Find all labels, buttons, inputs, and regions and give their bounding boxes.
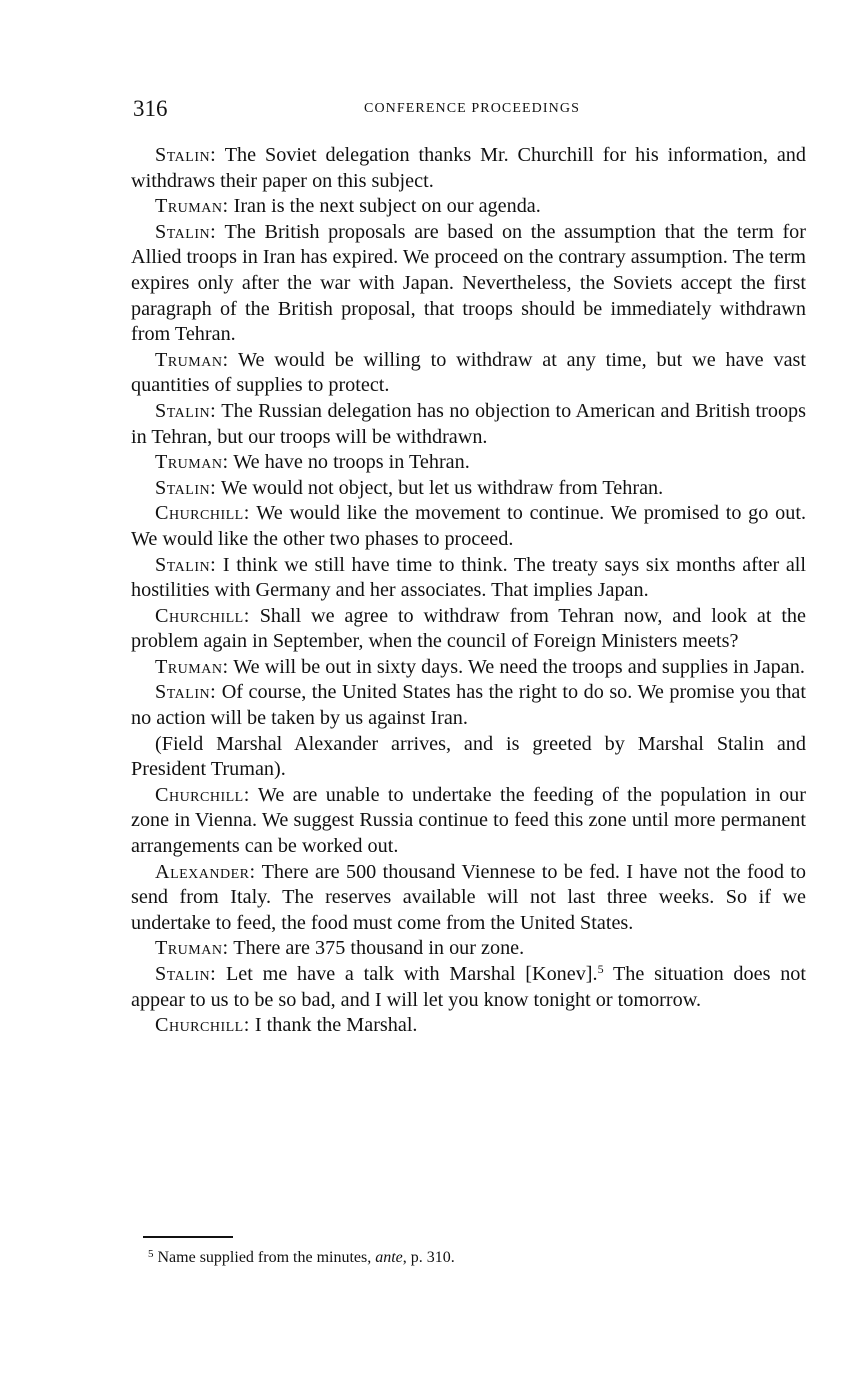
speaker-name: Truman: [155,451,229,474]
speaker-name: Churchill: [155,502,250,525]
paragraph-text: I thank the Marshal. [249,1014,418,1037]
paragraph-text: Of course, the United States has the right to do so. We promise you that no action will be taken by us against Iran. [131,681,806,730]
speaker-name: Truman: [155,655,229,678]
speaker-name: Churchill: [155,783,250,806]
paragraph [131,860,806,937]
footnote [148,1245,455,1271]
paragraph-text: The Soviet delegation thanks Mr. Churchill for his information, and withdraws their paper on this subject. [131,144,806,192]
speaker-name: Stalin: [155,220,217,243]
speaker-name: Churchill: [155,604,250,627]
speaker-name: Stalin: [155,963,217,985]
speaker-name: Truman: [155,348,229,371]
paragraph [131,553,806,604]
paragraph-text: We will be out in sixty days. We need the troops and supplies in Japan. [228,655,805,678]
paragraph [131,1013,806,1039]
speaker-name: Truman: [155,937,229,960]
paragraph-text: Let me have a talk with Marshal [Konev]. [216,963,598,985]
speaker-name: Churchill: [155,1014,250,1037]
paragraph-text: We have no troops in Tehran. [228,451,470,474]
paragraph [131,501,806,552]
paragraph [131,450,806,476]
paragraph [131,783,806,860]
paragraph-text: We would be willing to withdraw at any time, but we have vast quantities of supplies to protect. [131,348,806,397]
body-text [131,143,806,1039]
paragraph [131,143,806,194]
paragraph [131,655,806,681]
paragraph [131,399,806,450]
paragraph [131,936,806,962]
paragraph [131,732,806,783]
paragraph-text: There are 375 thousand in our zone. [228,937,525,960]
paragraph [131,680,806,731]
page-header [133,94,805,124]
speaker-name: Stalin: [155,681,217,704]
paragraph [131,962,806,1013]
footnote-reference: 5 [597,962,604,976]
speaker-name: Stalin: [155,553,217,576]
speaker-name: Stalin: [155,399,217,422]
footnote-rule [143,1236,233,1238]
running-head: CONFERENCE PROCEEDINGS [364,101,580,116]
speaker-name: Alexander: [155,860,256,883]
paragraph-text: (Field Marshal Alexander arrives, and is greeted by Marshal Stalin and President Truman). [131,732,806,781]
paragraph [131,348,806,399]
paragraph-text: Shall we agree to withdraw from Tehran now, and look at the problem again in September, when the council of Foreign Ministers meets? [131,604,806,653]
paragraph-text: We would not object, but let us withdraw from Tehran. [216,476,664,499]
footnote-italic: ante [375,1249,403,1266]
paragraph-text-continued: The situation does not appear to us to be so bad, and I will let you know tonight or tomorrow. [131,963,806,1011]
speaker-name: Stalin: [155,476,217,499]
paragraph-text: We are unable to undertake the feeding of the population in our zone in Vienna. We suggest Russia continue to feed this zone until more permanent arrangements can be worked out. [131,783,806,858]
footnote-text-after: , p. 310. [402,1249,455,1266]
speaker-name: Stalin: [155,144,217,166]
paragraph-text: We would like the movement to continue. We promised to go out. We would like the other two phases to proceed. [131,502,806,550]
paragraph [131,476,806,502]
paragraph [131,194,806,220]
paragraph [131,604,806,655]
paragraph-text: Iran is the next subject on our agenda. [228,195,541,218]
footnote-mark: 5 [148,1248,154,1260]
speaker-name: Truman: [155,195,229,218]
paragraph-text: I think we still have time to think. The treaty says six months after all hostilities with Germany and her associates. That implies Japan. [131,553,806,602]
footnote-text: Name supplied from the minutes, [157,1249,376,1266]
paragraph-text: There are 500 thousand Viennese to be fed. I have not the food to send from Italy. The reserves available will not last three weeks. So if we undertake to feed, the food must come from the United States. [131,860,806,934]
paragraph-text: The Russian delegation has no objection to American and British troops in Tehran, but our troops will be withdrawn. [131,399,806,448]
paragraph-text: The British proposals are based on the assumption that the term for Allied troops in Iran has expired. We proceed on the contrary assumption. The term expires only after the war with Japan. Nevertheless, the Soviets accept the first paragraph of the British proposal, that troops should be immediately withdrawn from Tehran. [131,220,806,346]
paragraph [131,220,806,348]
page-number: 316 [133,96,168,121]
